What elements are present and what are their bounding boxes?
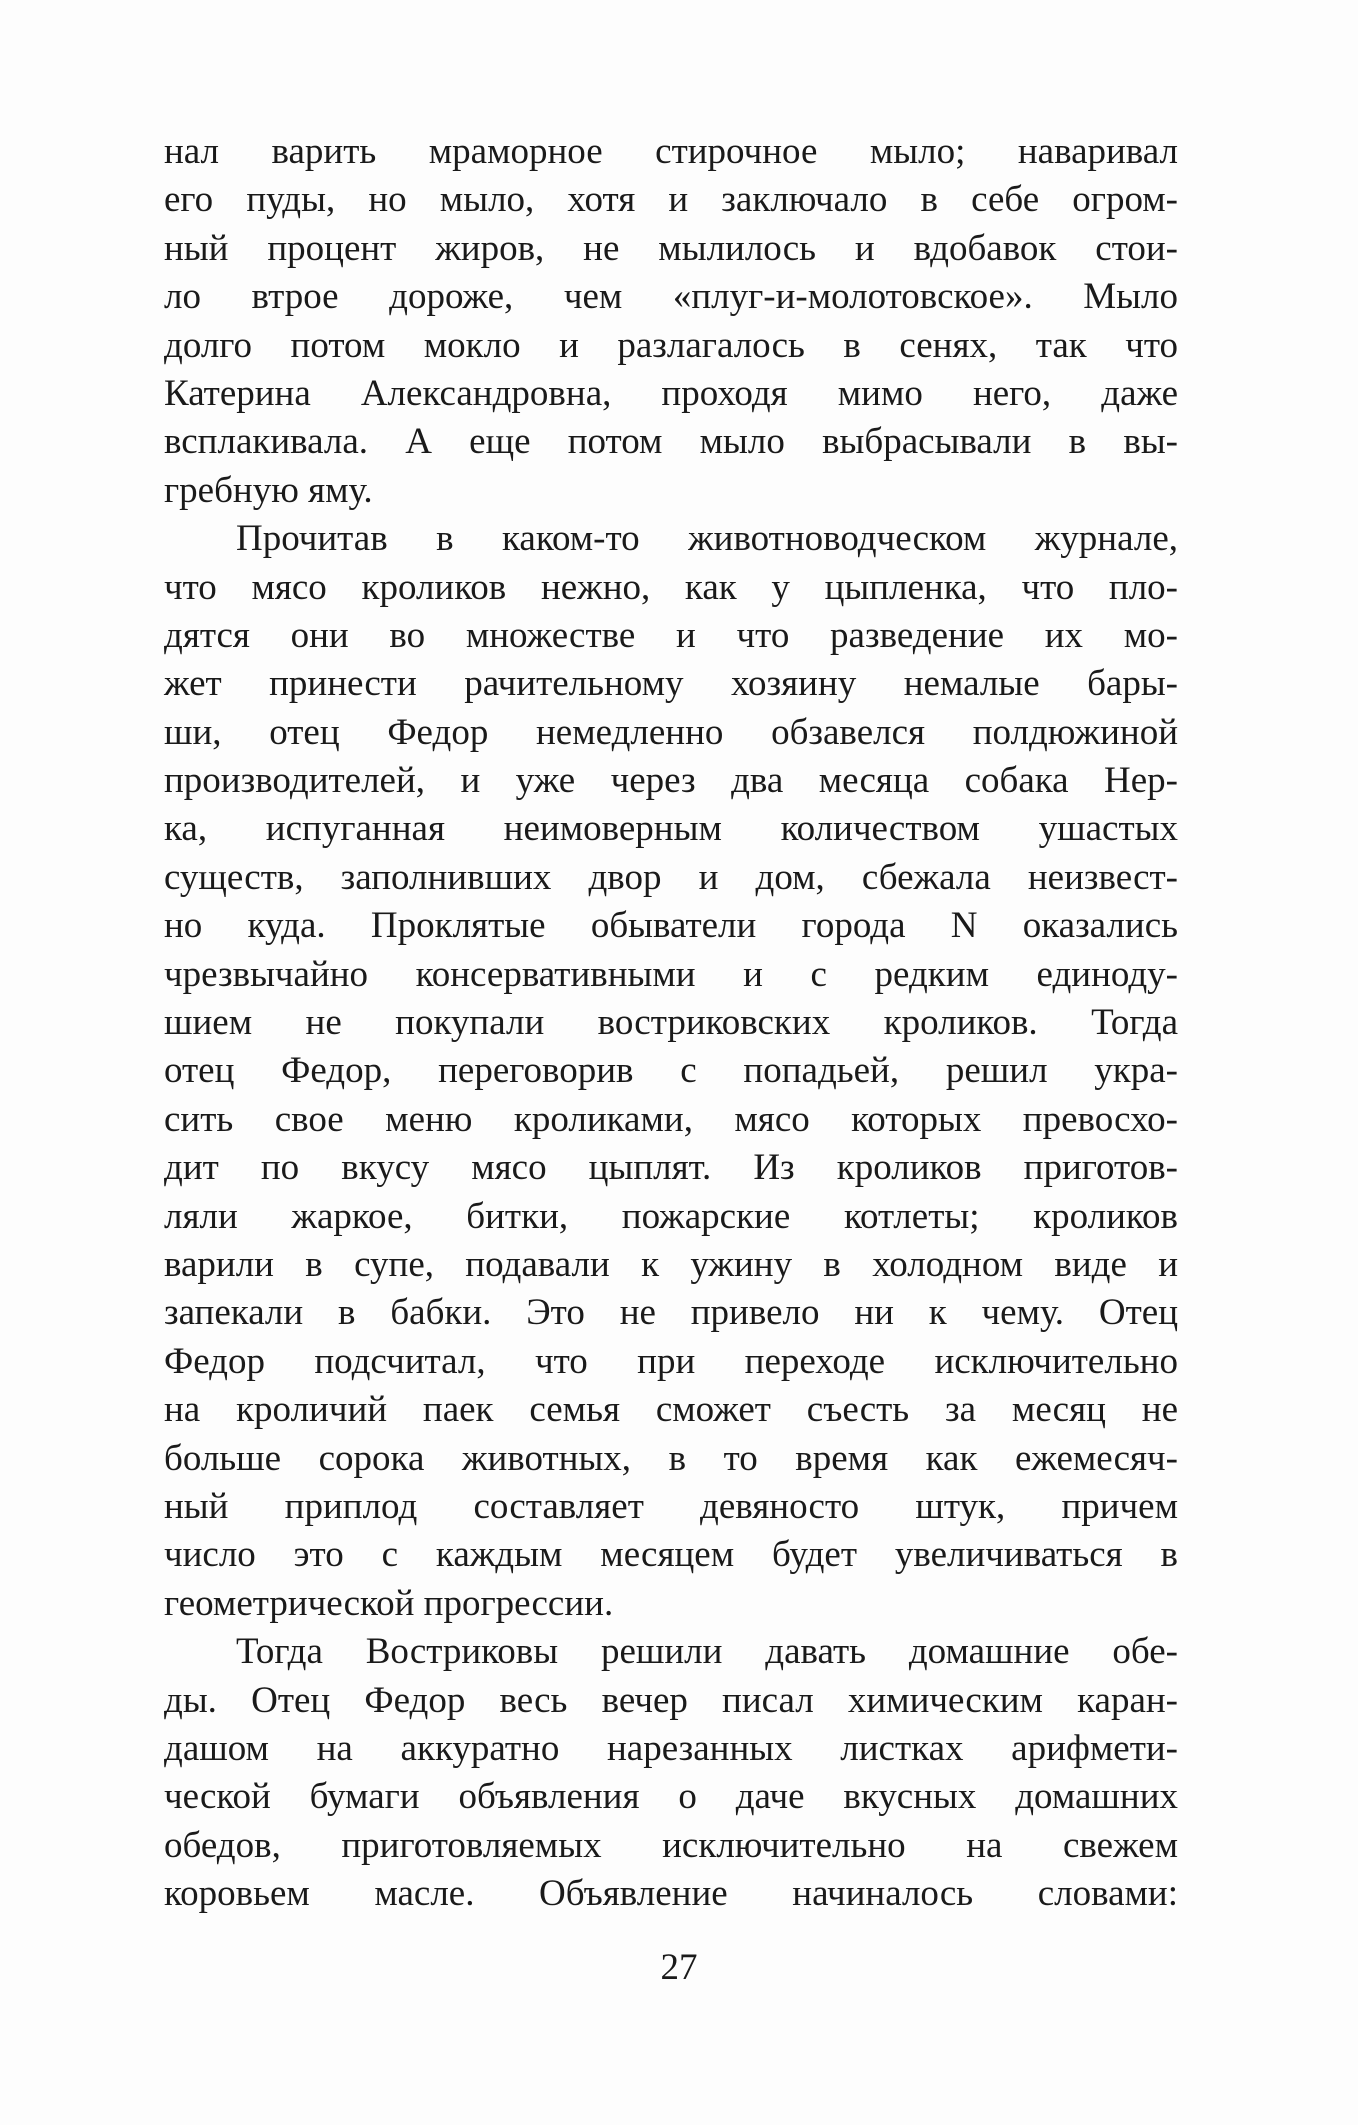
- text-line: Тогда Востриковы решили давать домашние обе-: [236, 1631, 1178, 1673]
- text-line: сить свое меню кроликами, мясо которых превосхо-: [164, 1098, 1178, 1140]
- text-line: ши, отец Федор немедленно обзавелся полдюжиной: [164, 711, 1178, 753]
- text-line: отец Федор, переговорив с попадьей, решил укра-: [164, 1050, 1178, 1092]
- text-line: дашом на аккуратно нарезанных листках арифмети-: [164, 1727, 1178, 1769]
- text-line: ло втрое дороже, чем «плуг-и-молотовское». Мыло: [164, 276, 1178, 318]
- text-line: но куда. Проклятые обыватели города N оказались: [164, 905, 1178, 947]
- text-line: ный приплод составляет девяносто штук, причем: [164, 1485, 1178, 1527]
- text-line: гребную яму.: [164, 469, 373, 511]
- text-line: ды. Отец Федор весь вечер писал химическим каран-: [164, 1679, 1178, 1721]
- paragraph: [164, 128, 1178, 515]
- text-line: долго потом мокло и разлагалось в сенях, так что: [164, 324, 1178, 366]
- paragraph: [164, 1628, 1178, 1918]
- text-line: дит по вкусу мясо цыплят. Из кроликов приготов-: [164, 1147, 1178, 1189]
- text-line: больше сорока животных, в то время как ежемесяч-: [164, 1437, 1178, 1479]
- text-line: существ, заполнивших двор и дом, сбежала неизвест-: [164, 856, 1178, 898]
- text-line: ляли жаркое, битки, пожарские котлеты; кроликов: [164, 1195, 1178, 1237]
- text-line: всплакивала. А еще потом мыло выбрасывали в вы-: [164, 421, 1178, 463]
- text-line: запекали в бабки. Это не привело ни к чему. Отец: [164, 1292, 1178, 1334]
- text-line: нал варить мраморное стирочное мыло; наваривал: [164, 131, 1178, 172]
- text-line: геометрической прогрессии.: [164, 1582, 614, 1624]
- text-line: его пуды, но мыло, хотя и заключало в себе огром-: [164, 179, 1178, 221]
- text-line: коровьем масле. Объявление начиналось словами:: [164, 1873, 1178, 1915]
- text-line: число это с каждым месяцем будет увеличиваться в: [164, 1534, 1178, 1576]
- text-line: варили в супе, подавали к ужину в холодном виде и: [164, 1243, 1178, 1285]
- body-text: [164, 128, 1178, 1918]
- text-line: жет принести рачительному хозяину немалые бары-: [164, 663, 1178, 705]
- text-line: ный процент жиров, не мылилось и вдобавок стои-: [164, 227, 1178, 269]
- text-line: ка, испуганная неимоверным количеством ушастых: [164, 808, 1178, 850]
- paragraph: [164, 515, 1178, 1628]
- text-line: что мясо кроликов нежно, как у цыпленка, что пло-: [164, 566, 1178, 608]
- text-line: шием не покупали востриковских кроликов. Тогда: [164, 1002, 1178, 1044]
- text-line: чрезвычайно консервативными и с редким единоду-: [164, 953, 1178, 995]
- text-line: обедов, приготовляемых исключительно на свежем: [164, 1824, 1178, 1866]
- text-line: дятся они во множестве и что разведение их мо-: [164, 614, 1178, 656]
- text-line: на кроличий паек семья сможет съесть за месяц не: [164, 1389, 1178, 1431]
- text-line: Федор подсчитал, что при переходе исключительно: [164, 1340, 1178, 1382]
- text-line: ческой бумаги объявления о даче вкусных домашних: [164, 1776, 1178, 1818]
- text-line: Прочитав в каком-то животноводческом журнале,: [236, 518, 1178, 560]
- text-line: производителей, и уже через два месяца собака Нер-: [164, 760, 1178, 802]
- page-number: 27: [660, 1947, 698, 1988]
- text-line: Катерина Александровна, проходя мимо него, даже: [164, 372, 1178, 414]
